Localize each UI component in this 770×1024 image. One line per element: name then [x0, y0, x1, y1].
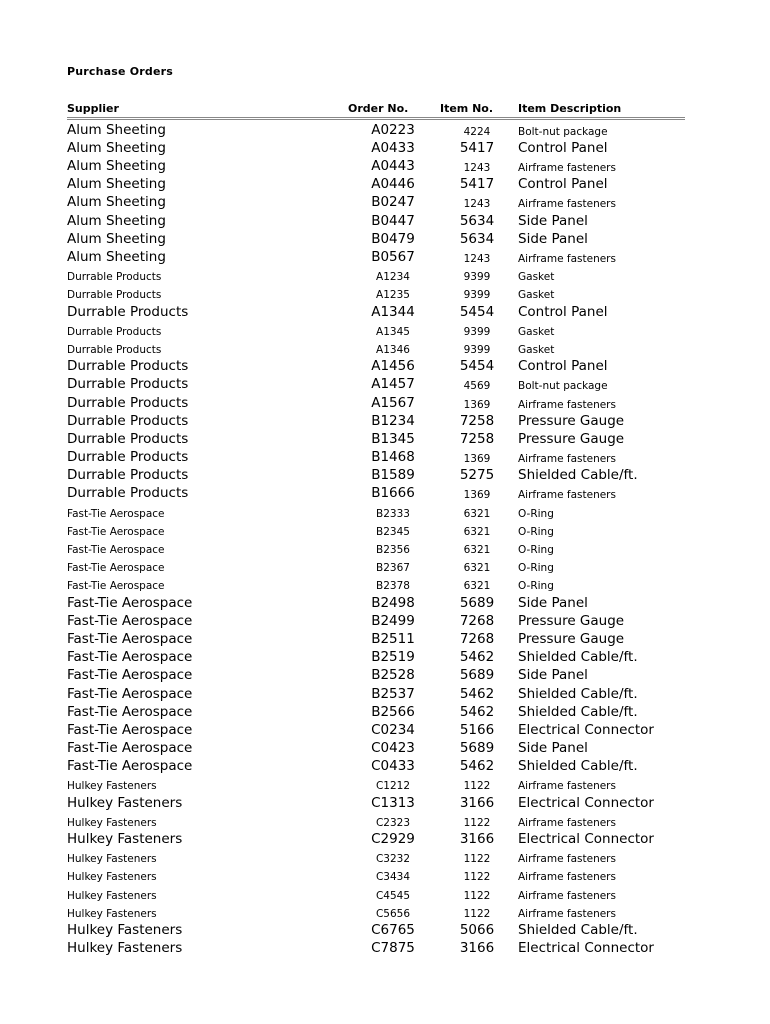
cell-item-description: Control Panel — [518, 176, 608, 193]
table-row — [0, 393, 770, 411]
cell-order-no: C2323 — [375, 816, 411, 829]
cell-supplier: Hulkey Fasteners — [67, 889, 157, 902]
purchase-orders-table — [0, 120, 770, 957]
cell-supplier: Fast-Tie Aerospace — [67, 507, 165, 520]
table-row — [0, 211, 770, 229]
cell-order-no: C0423 — [371, 740, 415, 757]
table-row — [0, 829, 770, 847]
table-row — [0, 502, 770, 520]
table-row — [0, 375, 770, 393]
cell-supplier: Alum Sheeting — [67, 212, 166, 229]
cell-item-no: 3166 — [459, 940, 495, 957]
cell-supplier: Hulkey Fasteners — [67, 794, 183, 811]
cell-item-no: 1243 — [463, 253, 491, 265]
table-row — [0, 520, 770, 538]
cell-order-no: B1589 — [371, 467, 415, 484]
cell-supplier: Hulkey Fasteners — [67, 871, 157, 884]
cell-item-description: Shielded Cable/ft. — [518, 685, 638, 702]
cell-order-no: C6765 — [371, 921, 415, 938]
cell-item-no: 1122 — [463, 889, 491, 902]
cell-item-description: Gasket — [518, 271, 555, 284]
column-header-item-description: Item Description — [518, 102, 622, 115]
cell-supplier: Fast-Tie Aerospace — [67, 721, 193, 738]
cell-item-no: 6321 — [463, 507, 491, 520]
cell-item-description: Airframe fasteners — [518, 198, 616, 211]
table-header — [0, 102, 770, 118]
cell-item-description: Gasket — [518, 289, 555, 302]
cell-item-no: 1122 — [463, 871, 491, 884]
cell-item-description: Airframe fasteners — [518, 453, 616, 466]
cell-item-description: Gasket — [518, 325, 555, 338]
cell-item-no: 9399 — [463, 325, 491, 338]
cell-supplier: Durrable Products — [67, 412, 189, 429]
table-row — [0, 811, 770, 829]
cell-supplier: Durrable Products — [67, 485, 189, 502]
cell-order-no: A0433 — [371, 139, 415, 156]
table-row — [0, 193, 770, 211]
cell-item-no: 5454 — [459, 358, 495, 375]
cell-supplier: Durrable Products — [67, 430, 189, 447]
cell-order-no: B0567 — [371, 249, 415, 265]
table-row — [0, 229, 770, 247]
cell-item-no: 5066 — [459, 921, 495, 938]
cell-supplier: Fast-Tie Aerospace — [67, 667, 193, 684]
cell-supplier: Fast-Tie Aerospace — [67, 544, 165, 556]
cell-item-no: 9399 — [463, 289, 491, 302]
table-row — [0, 138, 770, 156]
cell-item-description: Side Panel — [518, 667, 588, 684]
cell-order-no: C0234 — [371, 721, 415, 738]
cell-item-no: 5462 — [459, 685, 495, 702]
cell-supplier: Hulkey Fasteners — [67, 940, 183, 957]
table-row — [0, 284, 770, 302]
cell-item-no: 1243 — [463, 198, 491, 211]
cell-item-no: 6321 — [463, 562, 491, 575]
cell-supplier: Fast-Tie Aerospace — [67, 612, 193, 629]
cell-item-description: Airframe fasteners — [518, 398, 616, 411]
cell-item-description: Side Panel — [518, 212, 588, 229]
cell-order-no: B1234 — [371, 412, 415, 429]
cell-supplier: Fast-Tie Aerospace — [67, 594, 193, 611]
cell-item-no: 6321 — [463, 580, 491, 593]
table-row — [0, 793, 770, 811]
cell-order-no: B1345 — [371, 430, 415, 447]
cell-item-no: 5689 — [459, 594, 495, 611]
cell-item-no: 5462 — [459, 703, 495, 720]
cell-item-no: 5454 — [459, 303, 495, 320]
cell-item-description: Electrical Connector — [518, 721, 654, 738]
cell-supplier: Alum Sheeting — [67, 158, 166, 175]
cell-supplier: Durrable Products — [67, 271, 162, 284]
cell-order-no: C0433 — [371, 758, 415, 775]
cell-supplier: Durrable Products — [67, 358, 189, 375]
cell-item-description: O-Ring — [518, 562, 554, 575]
cell-item-no: 1369 — [463, 489, 491, 502]
cell-supplier: Alum Sheeting — [67, 249, 166, 265]
column-header-item-no: Item No. — [440, 102, 494, 115]
cell-order-no: C3232 — [375, 853, 411, 866]
cell-item-description: Shielded Cable/ft. — [518, 758, 638, 775]
cell-supplier: Durrable Products — [67, 449, 189, 466]
cell-item-no: 4569 — [463, 380, 491, 393]
cell-item-description: Electrical Connector — [518, 831, 654, 847]
cell-order-no: A1567 — [371, 394, 415, 411]
table-row — [0, 666, 770, 684]
cell-supplier: Fast-Tie Aerospace — [67, 758, 193, 775]
cell-item-no: 7258 — [459, 412, 495, 429]
cell-order-no: B2528 — [371, 667, 415, 684]
cell-supplier: Fast-Tie Aerospace — [67, 562, 165, 575]
cell-supplier: Alum Sheeting — [67, 176, 166, 193]
cell-order-no: B1666 — [371, 485, 415, 502]
table-row — [0, 356, 770, 374]
cell-supplier: Durrable Products — [67, 325, 162, 338]
cell-item-description: Side Panel — [518, 594, 588, 611]
cell-order-no: A0443 — [371, 158, 415, 175]
cell-order-no: B2499 — [371, 612, 415, 629]
table-row — [0, 466, 770, 484]
cell-item-description: Bolt-nut package — [518, 380, 608, 393]
cell-item-description: Control Panel — [518, 139, 608, 156]
cell-supplier: Fast-Tie Aerospace — [67, 630, 193, 647]
cell-order-no: B2333 — [376, 507, 410, 520]
cell-item-description: Airframe fasteners — [518, 907, 616, 920]
table-row — [0, 302, 770, 320]
cell-item-description: Airframe fasteners — [518, 780, 616, 793]
cell-item-no: 5689 — [459, 667, 495, 684]
cell-item-description: Airframe fasteners — [518, 871, 616, 884]
cell-item-description: Side Panel — [518, 230, 588, 247]
cell-order-no: A1344 — [371, 303, 415, 320]
cell-item-no: 5166 — [459, 721, 495, 738]
table-row — [0, 684, 770, 702]
cell-item-description: Side Panel — [518, 740, 588, 757]
cell-order-no: B2537 — [371, 685, 415, 702]
cell-order-no: B2367 — [376, 562, 410, 575]
cell-item-description: Shielded Cable/ft. — [518, 921, 638, 938]
cell-order-no: B2511 — [371, 630, 415, 647]
table-row — [0, 538, 770, 556]
cell-item-description: Pressure Gauge — [518, 412, 625, 429]
cell-order-no: A0446 — [371, 176, 415, 193]
cell-supplier: Durrable Products — [67, 394, 189, 411]
cell-item-description: Electrical Connector — [518, 794, 654, 811]
cell-item-description: Airframe fasteners — [518, 816, 616, 829]
cell-item-no: 3166 — [459, 831, 495, 847]
cell-order-no: A1234 — [376, 271, 410, 284]
cell-order-no: B0447 — [371, 212, 415, 229]
cell-order-no: C2929 — [371, 831, 415, 847]
cell-item-description: O-Ring — [518, 580, 554, 593]
table-row — [0, 647, 770, 665]
table-row — [0, 920, 770, 938]
cell-supplier: Durrable Products — [67, 376, 189, 393]
cell-item-description: Control Panel — [518, 358, 608, 375]
cell-supplier: Fast-Tie Aerospace — [67, 740, 193, 757]
cell-order-no: B2566 — [371, 703, 415, 720]
page-title: Purchase Orders — [67, 65, 174, 78]
cell-item-no: 5634 — [459, 230, 495, 247]
cell-order-no: B2345 — [376, 525, 410, 538]
table-row — [0, 320, 770, 338]
cell-order-no: B1468 — [371, 449, 415, 466]
cell-supplier: Fast-Tie Aerospace — [67, 580, 165, 593]
cell-order-no: A1457 — [371, 376, 415, 393]
cell-order-no: C7875 — [371, 940, 415, 957]
cell-order-no: C3434 — [375, 871, 411, 884]
cell-item-no: 3166 — [459, 794, 495, 811]
cell-supplier: Durrable Products — [67, 343, 162, 356]
cell-supplier: Durrable Products — [67, 303, 189, 320]
cell-item-no: 5462 — [459, 649, 495, 666]
cell-item-no: 1369 — [463, 398, 491, 411]
table-row — [0, 447, 770, 465]
cell-supplier: Hulkey Fasteners — [67, 907, 157, 920]
cell-item-description: Airframe fasteners — [518, 889, 616, 902]
table-row — [0, 848, 770, 866]
cell-item-description: Shielded Cable/ft. — [518, 467, 638, 484]
cell-order-no: A1346 — [376, 343, 410, 356]
table-row — [0, 593, 770, 611]
table-row — [0, 338, 770, 356]
cell-item-description: Airframe fasteners — [518, 253, 616, 265]
cell-supplier: Fast-Tie Aerospace — [67, 703, 193, 720]
cell-item-no: 1122 — [463, 816, 491, 829]
cell-item-no: 4224 — [463, 125, 491, 138]
cell-order-no: B2378 — [376, 580, 410, 593]
cell-order-no: B2498 — [371, 594, 415, 611]
cell-order-no: C1212 — [375, 780, 411, 793]
cell-supplier: Fast-Tie Aerospace — [67, 649, 193, 666]
cell-supplier: Hulkey Fasteners — [67, 816, 157, 829]
cell-item-description: Shielded Cable/ft. — [518, 703, 638, 720]
table-row — [0, 557, 770, 575]
cell-supplier: Alum Sheeting — [67, 139, 166, 156]
cell-item-description: Airframe fasteners — [518, 853, 616, 866]
cell-supplier: Durrable Products — [67, 467, 189, 484]
table-row — [0, 247, 770, 265]
table-row — [0, 629, 770, 647]
cell-item-no: 1122 — [463, 853, 491, 866]
table-row — [0, 866, 770, 884]
cell-order-no: A1235 — [376, 289, 410, 302]
cell-item-no: 5462 — [459, 758, 495, 775]
table-row — [0, 720, 770, 738]
table-row — [0, 902, 770, 920]
table-row — [0, 702, 770, 720]
cell-item-no: 6321 — [463, 544, 491, 556]
cell-item-description: Electrical Connector — [518, 940, 654, 957]
cell-item-no: 7268 — [459, 630, 495, 647]
cell-item-description: Airframe fasteners — [518, 162, 616, 175]
cell-order-no: B2356 — [376, 544, 410, 556]
cell-supplier: Alum Sheeting — [67, 121, 166, 138]
table-row — [0, 757, 770, 775]
table-row — [0, 175, 770, 193]
cell-order-no: A1345 — [376, 325, 410, 338]
cell-order-no: B2519 — [371, 649, 415, 666]
table-row — [0, 429, 770, 447]
cell-item-description: Bolt-nut package — [518, 125, 608, 138]
cell-item-no: 7268 — [459, 612, 495, 629]
cell-order-no: B0479 — [371, 230, 415, 247]
cell-item-description: Pressure Gauge — [518, 430, 625, 447]
cell-item-no: 7258 — [459, 430, 495, 447]
table-row — [0, 156, 770, 174]
cell-supplier: Hulkey Fasteners — [67, 921, 183, 938]
cell-supplier: Hulkey Fasteners — [67, 780, 157, 793]
cell-item-no: 5634 — [459, 212, 495, 229]
cell-item-no: 1369 — [463, 453, 491, 466]
table-row — [0, 120, 770, 138]
cell-order-no: A1456 — [371, 358, 415, 375]
table-row — [0, 884, 770, 902]
cell-item-no: 5689 — [459, 740, 495, 757]
table-row — [0, 738, 770, 756]
table-row — [0, 266, 770, 284]
cell-supplier: Hulkey Fasteners — [67, 853, 157, 866]
cell-item-no: 5417 — [459, 176, 495, 193]
cell-item-description: O-Ring — [518, 507, 554, 520]
cell-order-no: B0247 — [371, 194, 415, 211]
table-row — [0, 484, 770, 502]
cell-order-no: C5656 — [375, 907, 411, 920]
cell-item-no: 1122 — [463, 907, 491, 920]
cell-supplier: Fast-Tie Aerospace — [67, 685, 193, 702]
table-row — [0, 938, 770, 956]
table-row — [0, 611, 770, 629]
cell-supplier: Hulkey Fasteners — [67, 831, 183, 847]
cell-supplier: Alum Sheeting — [67, 194, 166, 211]
cell-order-no: C1313 — [371, 794, 415, 811]
cell-item-no: 9399 — [463, 343, 491, 356]
cell-item-description: O-Ring — [518, 525, 554, 538]
cell-supplier: Durrable Products — [67, 289, 162, 302]
column-header-supplier: Supplier — [67, 102, 119, 115]
cell-supplier: Fast-Tie Aerospace — [67, 525, 165, 538]
cell-item-description: Pressure Gauge — [518, 612, 625, 629]
cell-item-no: 6321 — [463, 525, 491, 538]
cell-item-description: Airframe fasteners — [518, 489, 616, 502]
cell-item-no: 1122 — [463, 780, 491, 793]
cell-order-no: C4545 — [375, 889, 411, 902]
cell-item-no: 9399 — [463, 271, 491, 284]
cell-item-no: 5417 — [459, 139, 495, 156]
cell-item-description: Shielded Cable/ft. — [518, 649, 638, 666]
table-row — [0, 575, 770, 593]
cell-supplier: Alum Sheeting — [67, 230, 166, 247]
cell-item-description: Control Panel — [518, 303, 608, 320]
table-row — [0, 411, 770, 429]
column-header-order-no: Order No. — [348, 102, 409, 115]
cell-item-no: 5275 — [459, 467, 495, 484]
cell-item-description: Gasket — [518, 343, 555, 356]
table-row — [0, 775, 770, 793]
cell-item-description: O-Ring — [518, 544, 554, 556]
cell-order-no: A0223 — [371, 121, 415, 138]
cell-item-no: 1243 — [463, 162, 491, 175]
cell-item-description: Pressure Gauge — [518, 630, 625, 647]
